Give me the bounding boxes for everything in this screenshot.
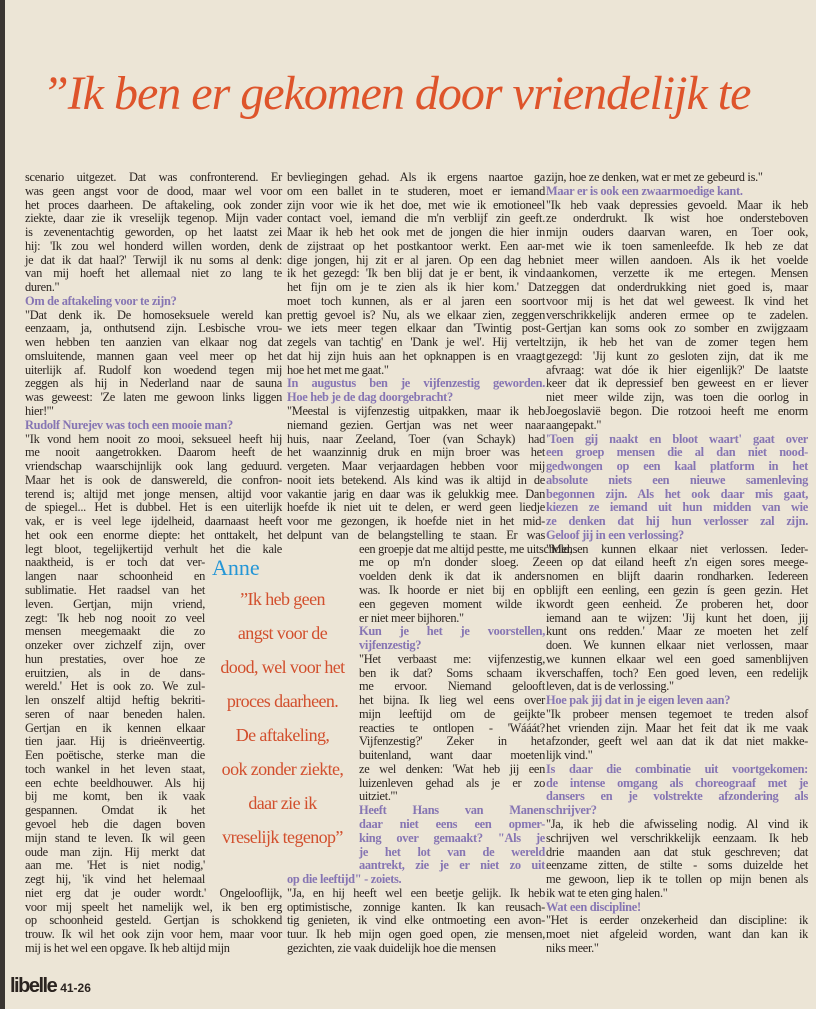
text-line: "Meestal is vijfenzestig uitpakken, maar ik heb bbox=[287, 404, 545, 419]
text-line: is zevenentachtig geworden, op het laatst zei bbox=[25, 225, 282, 240]
text-line: moet toch kunnen, als er al jaren een soort bbox=[287, 293, 545, 308]
text-line: dat hij zijn huis aan het opknappen is en vraagt bbox=[287, 348, 545, 363]
text-line: uiterlijk af. Rudolf kon woedend tegen mij bbox=[25, 362, 282, 377]
interview-question bbox=[25, 419, 282, 433]
text-line: om een ballet in te studeren, moet er iemand bbox=[287, 183, 545, 198]
text-line: we kunnen elkaar wel een goed samenblijven bbox=[546, 651, 808, 666]
text-line: mij is het wel een opgave. Ik heb altijd mijn bbox=[25, 940, 230, 955]
text-line: een gegeven moment wilde ik bbox=[359, 596, 545, 611]
text-line: mijn ouders daarvan waren, en Toer ook, bbox=[546, 225, 808, 240]
page-number: 41-26 bbox=[60, 981, 91, 995]
text-line: Wat een discipline! bbox=[546, 899, 641, 914]
text-line: wereld.' Het is ook zo. We zul- bbox=[25, 679, 205, 694]
interview-question bbox=[25, 295, 282, 309]
text-line: langen naar schoonheid en bbox=[25, 569, 205, 584]
text-line: king over gemaakt? "Als je bbox=[359, 830, 545, 845]
text-line: tien jaar. Hij is drieënveertig. bbox=[25, 734, 205, 749]
text-line: gezegd: 'Jij kunt zo gesloten zijn, dat ik me bbox=[546, 348, 808, 363]
text-line: gevoel heb die dagen boven bbox=[25, 816, 205, 831]
text-line: "Ja, en hij heeft wel een beetje gelijk. Ik heb bbox=[287, 885, 545, 900]
text-line: voor mij is het dat wel geweest. Ik vind het bbox=[546, 293, 808, 308]
text-line: "Ja, ik heb die afwisseling nodig. Al vind ik bbox=[546, 816, 808, 831]
text-line: niet erg dat je ouder wordt.' Ongelooflijk, bbox=[25, 885, 282, 900]
text-line: prettig gevoel is? Nu, als we elkaar zien, zeggen bbox=[287, 307, 545, 322]
text-line: verschaffen, toch? Een goed leven, een redelijk bbox=[546, 665, 808, 680]
interview-question bbox=[546, 433, 808, 543]
text-line: Kun je het je voorstellen, bbox=[359, 624, 545, 639]
text-line: onzeker over zichzelf zijn, over bbox=[25, 638, 205, 653]
text-line: delpunt van de belangstelling te staan. Er was bbox=[287, 527, 545, 542]
text-line: "Het verbaast me: vijfenzestig, bbox=[359, 651, 545, 666]
text-line: Rudolf Nurejev was toch een mooie man? bbox=[25, 417, 233, 432]
text-line: scenario uitgezet. Dat was confronterend. Er bbox=[25, 170, 282, 184]
magazine-logo: libelle bbox=[10, 975, 57, 997]
text-line: Vijfenzestig?' Zeker in het bbox=[359, 734, 545, 749]
text-line: oude man zijn. Hij merkt dat bbox=[25, 844, 205, 859]
text-line: leven. Gertjan, mijn vriend, bbox=[25, 596, 205, 611]
text-line: afvraag: wat dóe ik hier eigenlijk?' De laatste bbox=[546, 362, 808, 377]
text-line: terend is; altijd met jonge mensen, altijd voor bbox=[25, 486, 282, 501]
text-line: hun prestaties, over hoe ze bbox=[25, 651, 205, 666]
text-line: mijn stand te leven. Ik wil geen bbox=[25, 830, 205, 845]
text-line: eenzame zitten, de stilte - soms duizelde het bbox=[546, 858, 808, 873]
text-line: aan me. 'Het is niet nodig,' bbox=[25, 858, 205, 873]
text-line: me op m'n donder sloeg. Ze bbox=[359, 555, 545, 570]
text-line: ze onderdrukt. Ik wist hoe ondersteboven bbox=[546, 211, 808, 226]
text-line: op schoonheid gesteld. Gertjan is schokkend bbox=[25, 913, 282, 928]
text-line: kunt ons redden.' Maar ze moeten het zelf bbox=[546, 624, 808, 639]
text-line: vriendschap waarschijnlijk ook lang geduurd. bbox=[25, 459, 282, 474]
text-line: het bijna. Ik lieg wel eens over bbox=[359, 693, 545, 708]
text-line: absolute niets een nieuwe samenleving bbox=[546, 472, 808, 487]
text-line: zeggen als hij in Nederland naar de sauna bbox=[25, 376, 282, 391]
text-line: zegt: 'Ik heb nog nooit zo veel bbox=[25, 610, 205, 625]
text-line: eenzaam, ja, onthutsend zijn. Lesbische vrou- bbox=[25, 321, 282, 336]
text-line: gezichten, zie vaak duidelijk hoe die mensen bbox=[287, 940, 496, 955]
text-line: 'Toen gij naakt en bloot waart' gaat over bbox=[546, 431, 808, 446]
interview-answer bbox=[546, 818, 808, 901]
text-line: uitziet.'" bbox=[359, 789, 398, 804]
text-line: Maar ik heb het ook met de jongen die hier in bbox=[287, 225, 545, 240]
text-line: Gertjan en ik kennen elkaar bbox=[25, 720, 205, 735]
text-line: hij: 'Ik zou wel honderd willen worden, denk bbox=[25, 238, 282, 253]
text-line: sublimatie. Het raadsel van het bbox=[25, 582, 205, 597]
article-headline: ”Ik ben er gekomen door vriendelijk te bbox=[42, 67, 751, 120]
text-line: niemand gezien. Gertjan was net weer naar bbox=[287, 417, 545, 432]
text-line: Joegoslavië begon. Die rotzooi heeft me enorm bbox=[546, 404, 808, 419]
interview-answer bbox=[287, 887, 545, 956]
interview-answer bbox=[546, 543, 808, 694]
text-line: niet meer willen aandoen. Als ik het voelde bbox=[546, 252, 808, 267]
text-line: vijfenzestig? bbox=[359, 638, 422, 653]
text-line: Gertjan kan soms ook zo somber en zwijgzaam bbox=[546, 321, 808, 336]
text-line: me gewoon, liep ik te tollen op mijn benen als bbox=[546, 872, 808, 887]
text-line: zegt hij, 'ik vind het helemaal bbox=[25, 872, 205, 887]
interview-question bbox=[546, 763, 808, 818]
text-line: wordt geen eenheid. Ze proberen het, door bbox=[546, 596, 808, 611]
text-line: blijft een eenling, een gezin ís geen gezin. Het bbox=[546, 582, 808, 597]
text-line: mensen meegemaakt die zo bbox=[25, 624, 205, 639]
text-line: voelden denk ik dat ik anders bbox=[359, 569, 545, 584]
text-line: leven, dat is de verlossing." bbox=[546, 679, 674, 694]
text-line: len onszelf altijd heftig bekriti- bbox=[25, 693, 205, 708]
text-line: zegels van tachtig' en 'Dank je wel'. Hij vertelt bbox=[287, 335, 545, 350]
text-line: ben ik dat? Soms schaam ik bbox=[359, 665, 545, 680]
text-line: een op dat eiland heeft z'n eigen sores meege- bbox=[546, 555, 808, 570]
pull-quote-line: daar zie ik bbox=[248, 793, 317, 813]
text-line: een groep mensen die al dan niet nood- bbox=[546, 445, 808, 460]
text-line: trouw. Ik wil het ook zijn voor hem, maar voor bbox=[25, 927, 282, 942]
text-line: aantrekt, zie je er niet zo uit bbox=[359, 858, 545, 873]
text-line: Heeft Hans van Manen bbox=[359, 803, 545, 818]
text-line: Maar er is ook een zwaarmoedige kant. bbox=[546, 183, 743, 198]
text-line: reacties te ontlopen - 'Wááát? bbox=[359, 720, 545, 735]
text-line: verschrikkelijk anderen ermee op te zadelen. bbox=[546, 307, 808, 322]
text-line: ik wat te eten ging halen." bbox=[546, 885, 668, 900]
text-line: drie maanden aan dat stuk geschreven; dat bbox=[546, 844, 808, 859]
pull-quote bbox=[210, 582, 355, 854]
text-line: dansers en je volstrekte afzondering als bbox=[546, 789, 808, 804]
text-line: Hoe heb je de dag doorgebracht? bbox=[287, 390, 453, 405]
text-line: Is daar die combinatie uit voortgekomen: bbox=[546, 761, 808, 776]
text-line: me nooit aangetrokken. Daarom heeft de bbox=[25, 445, 282, 460]
text-line: Maar het is ook de danswereld, die confron- bbox=[25, 472, 282, 487]
text-line: eruitzien, als in de dans- bbox=[25, 665, 205, 680]
text-line: luizenleven gehad als je er zo bbox=[359, 775, 545, 790]
text-line: je dat ik dat haal?' Terwijl ik nu soms al denk: bbox=[25, 252, 282, 267]
text-line: het proces daarheen. De aftakeling, ook zonder bbox=[25, 197, 282, 212]
text-line: lijk vind." bbox=[546, 748, 593, 763]
text-line: ze wel denken: 'Wat heb jij een bbox=[359, 761, 545, 776]
text-line: bevliegingen gehad. Als ik ergens naartoe ga bbox=[287, 170, 545, 184]
text-line: voor mij speelt het namelijk wel, ik ben erg bbox=[25, 899, 282, 914]
article-column-3 bbox=[546, 171, 808, 956]
interview-question bbox=[546, 901, 808, 915]
text-line: er niet meer bijhoren." bbox=[359, 610, 464, 625]
text-line: Geloof jij in een verlossing? bbox=[546, 527, 684, 542]
scan-edge bbox=[0, 0, 5, 1009]
text-line: iemand aan te wijzen: 'Jij kunt het doen, jij bbox=[546, 610, 808, 625]
text-line: niet meer wilde zijn, was toen die oorlog in bbox=[546, 390, 808, 405]
text-line: ze denken dat hij hun verlosser zal zijn. bbox=[546, 514, 808, 529]
text-line: het fijn om je te zien als ik hier kom.' Dat bbox=[287, 280, 545, 295]
interview-answer bbox=[25, 309, 282, 419]
text-line: tuur. Ik heb mijn ogen goed open, zie mensen, bbox=[287, 927, 545, 942]
page-footer bbox=[10, 975, 91, 998]
text-line: hoe het met me gaat." bbox=[287, 362, 389, 377]
text-line: schrijver? bbox=[546, 803, 597, 818]
text-line: Om de aftakeling voor te zijn? bbox=[25, 293, 177, 308]
text-line: we iets meer tegen elkaar dan 'Twintig post- bbox=[287, 321, 545, 336]
text-line: naaktheid, is er toch dat ver- bbox=[25, 555, 205, 570]
text-line: schrijven wel verschrikkelijk eenzaam. Ik heb bbox=[546, 830, 808, 845]
text-line: keer dat ik depressief ben geweest en er liever bbox=[546, 376, 808, 391]
text-line: tig genieten, ik vind elke ontmoeting een avon- bbox=[287, 913, 545, 928]
text-line: was geweest: 'Ze laten me gewoon links liggen bbox=[25, 390, 282, 405]
text-line: je het lot van de wereld bbox=[359, 844, 545, 859]
text-line: aankomen, verzette ik me ertegen. Mensen bbox=[546, 266, 808, 281]
text-line: "Ik heb vaak depressies gevoeld. Maar ik heb bbox=[546, 197, 808, 212]
text-line: het ook een enorme diepte: het onttakelt, het bbox=[25, 527, 282, 542]
text-line: kiezen ze iemand uit hun midden van wie bbox=[546, 500, 808, 515]
text-line: het waanzinnig druk en mijn broer was het bbox=[287, 445, 545, 460]
text-line: een groepje dat me altijd pestte, me uitschold, bbox=[359, 541, 573, 556]
text-line: afzonder, geeft wel aan dat ik dat niet makke- bbox=[546, 734, 808, 749]
text-line: zijn, ik heb het van de zomer tegen hem bbox=[546, 335, 808, 350]
text-line: niks meer." bbox=[546, 940, 599, 955]
text-line: contact voel, iemand die m'n verblijf zin geeft. bbox=[287, 211, 545, 226]
text-line: Hoe pak jij dat in je eigen leven aan? bbox=[546, 693, 731, 708]
text-line: "Dat denk ik. De homoseksuele wereld kan bbox=[25, 307, 282, 322]
interview-answer bbox=[546, 914, 808, 955]
text-line: gedwongen op een kaal platform in het bbox=[546, 459, 808, 474]
text-line: Een poëtische, sterke man die bbox=[25, 748, 205, 763]
text-line: ziekte, daar zie ik vreselijk tegenop. Mijn vader bbox=[25, 211, 282, 226]
text-line: bij me komt, ben ik vaak bbox=[25, 789, 205, 804]
text-line: dige jongen, hij zit er al jaren. Op een dag heb bbox=[287, 252, 545, 267]
text-line: duren." bbox=[25, 280, 60, 295]
text-line: legt bloot, tegelijkertijd verhult het die kale bbox=[25, 541, 282, 556]
interview-question bbox=[546, 185, 808, 199]
interview-question bbox=[287, 377, 545, 405]
text-line: ik het gezegd: 'Ik ben blij dat je er bent, ik vind bbox=[287, 266, 545, 281]
text-line: daar niet eens een opmer- bbox=[359, 816, 545, 831]
pull-quote-line: De aftakeling, bbox=[235, 725, 330, 745]
text-line: aangepakt." bbox=[546, 417, 602, 432]
text-line: "Het is eerder onzekerheid dan discipline: ik bbox=[546, 913, 808, 928]
text-line: nomen en blijft daarin rondharken. Iedereen bbox=[546, 569, 808, 584]
text-line: buitenland, want daar moeten bbox=[359, 748, 545, 763]
interview-answer bbox=[287, 171, 545, 377]
text-line: de spiegel... Het is dubbel. Het is een uiterlijk bbox=[25, 500, 282, 515]
text-line: vak, er is veel lege ijdelheid, daarnaast heeft bbox=[25, 514, 282, 529]
pull-quote-line: proces daarheen. bbox=[226, 691, 339, 711]
text-line: was geen angst voor de dood, maar wel voor bbox=[25, 183, 282, 198]
interview-answer bbox=[25, 171, 282, 295]
text-line: mijn leeftijd om de geijkte bbox=[359, 706, 545, 721]
text-line: nooit iets betekend. Als kind was ik altijd in de bbox=[287, 472, 545, 487]
text-line: me ervoor. Niemand gelooft bbox=[359, 679, 545, 694]
text-line: van mij hoeft het allemaal niet zo lang te bbox=[25, 266, 282, 281]
text-line: "Ik probeer mensen tegemoet te treden alsof bbox=[546, 706, 808, 721]
pull-quote-line: dood, wel voor het bbox=[220, 657, 345, 677]
text-line: seren of naar beneden halen. bbox=[25, 706, 205, 721]
text-line: het vrienden zijn. Maar het feit dat ik me vaak bbox=[546, 720, 808, 735]
pull-quote-line: angst voor de bbox=[237, 623, 328, 643]
text-line: was. Ik hoorde er niet bij en op bbox=[359, 582, 545, 597]
pull-quote-line: ”Ik heb geen bbox=[240, 589, 325, 609]
interview-question bbox=[546, 694, 808, 708]
text-line: zijn voor wie ik het doe, met wie ik emotioneel bbox=[287, 197, 545, 212]
text-line: de zijstraat op het postkantoor werkt. Een aar- bbox=[287, 238, 545, 253]
pull-quote-line: ook zonder ziekte, bbox=[221, 759, 344, 779]
text-line: voor me gezongen, ik hoefde niet in het mid- bbox=[287, 514, 545, 529]
text-line: toch wankel in het leven staat, bbox=[25, 761, 205, 776]
pull-quote-name: Anne bbox=[212, 555, 260, 580]
text-line: hier!'" bbox=[25, 404, 54, 419]
text-line: zeggen dat onderdrukking niet goed is, maar bbox=[546, 280, 808, 295]
interview-answer bbox=[546, 171, 808, 185]
text-line: vergeten. Maar verjaardagen hebben voor mij bbox=[287, 459, 545, 474]
text-line: moet niet afgeleid worden, want dan kan ik bbox=[546, 927, 808, 942]
text-line: gespannen. Omdat ik het bbox=[25, 803, 205, 818]
text-line: omsluitende, mannen gaan veel meer op het bbox=[25, 348, 282, 363]
text-line: "Ik vond hem nooit zo mooi, seksueel heeft hij bbox=[25, 431, 282, 446]
pull-quote-line: vreselijk tegenop” bbox=[222, 827, 343, 847]
text-line: vakantie jarig en daar was ik gelukkig mee. Dan bbox=[287, 486, 545, 501]
text-line: huis, naar Zeeland, Toer (van Schayk) had bbox=[287, 431, 545, 446]
text-line: optimistische, zonnige kanten. Ik kan reusach- bbox=[287, 899, 545, 914]
text-line: In augustus ben je vijfenzestig geworden. bbox=[287, 376, 545, 391]
text-line: doen. We kunnen elkaar niet verlossen, maar bbox=[546, 638, 808, 653]
text-line: een echte beeldhouwer. Als hij bbox=[25, 775, 205, 790]
text-line: begonnen zijn. Als het ook daar mis gaat, bbox=[546, 486, 808, 501]
text-line: met wie ik toen samenleefde. Ik heb ze dat bbox=[546, 238, 808, 253]
text-line: "Mensen kunnen elkaar niet verlossen. Ieder- bbox=[546, 541, 808, 556]
text-line: hoefde ik niet uit te delen, er werd geen liedje bbox=[287, 500, 545, 515]
interview-answer bbox=[546, 199, 808, 433]
text-line: wen hebben ten aanzien van elkaar nog dat bbox=[25, 335, 282, 350]
text-line: zijn, hoe ze denken, wat er met ze gebeurd is." bbox=[546, 170, 763, 184]
text-line: op die leeftijd" - zoiets. bbox=[287, 872, 402, 887]
text-line: de intense omgang als choreograaf met je bbox=[546, 775, 808, 790]
interview-answer bbox=[546, 708, 808, 763]
